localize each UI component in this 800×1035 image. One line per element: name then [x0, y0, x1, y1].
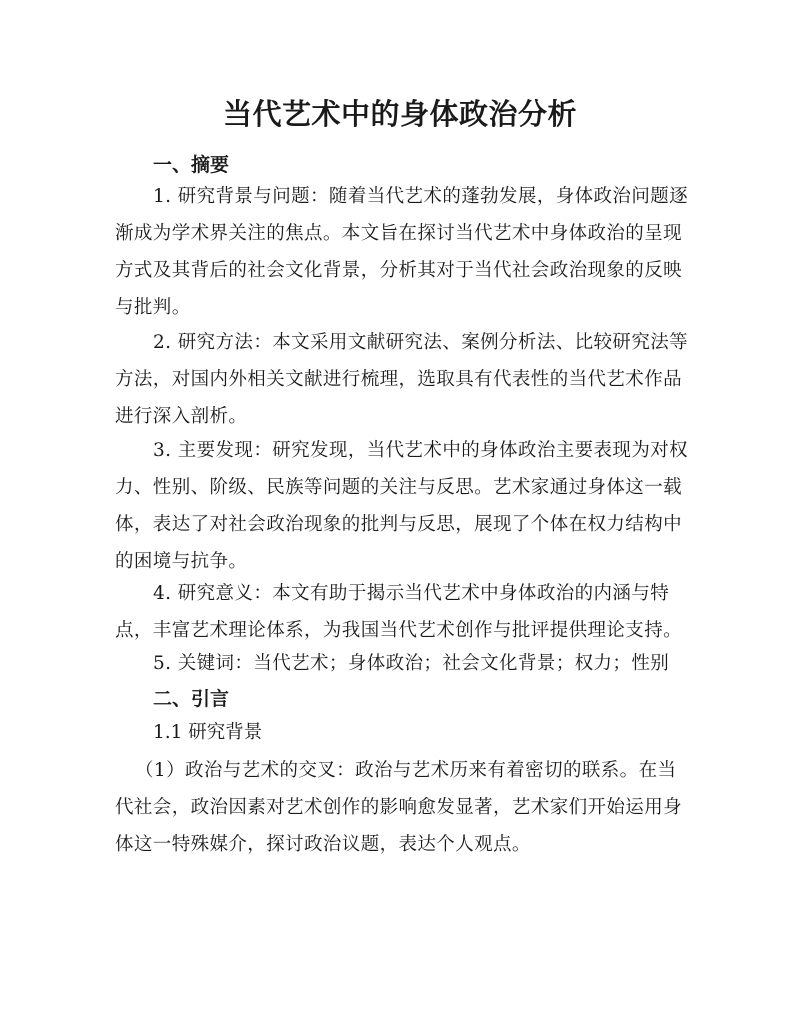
paragraph-main-findings: 3. 主要发现：研究发现，当代艺术中的身体政治主要表现为对权力、性别、阶级、民族等问题的关注与反思。艺术家通过身体这一载体，表达了对社会政治现象的批判与反思，展现了个体在权力结构中的困境与抗争。 [115, 440, 689, 572]
paragraph-research-significance: 4. 研究意义：本文有助于揭示当代艺术中身体政治的内涵与特点，丰富艺术理论体系，为我国当代艺术创作与批评提供理论支持。 [115, 583, 683, 641]
subheading-research-background: 1.1 研究背景 [153, 722, 263, 743]
section-heading-abstract: 一、摘要 [153, 154, 230, 176]
paragraph-research-methods: 2. 研究方法：本文采用文献研究法、案例分析法、比较研究法等方法，对国内外相关文献进行梳理，选取具有代表性的当代艺术作品进行深入剖析。 [115, 332, 689, 427]
paragraph-research-background: 1. 研究背景与问题：随着当代艺术的蓬勃发展，身体政治问题逐渐成为学术界关注的焦点。本文旨在探讨当代艺术中身体政治的呈现方式及其背后的社会文化背景，分析其对于当代社会政治现象的反映与批判。 [115, 186, 689, 318]
paragraph-politics-art-intersection: （1）政治与艺术的交叉：政治与艺术历来有着密切的联系。在当代社会，政治因素对艺术创作的影响愈发显著，艺术家们开始运用身体这一特殊媒介，探讨政治议题，表达个人观点。 [115, 760, 683, 855]
section-heading-introduction: 二、引言 [153, 688, 230, 710]
page-title: 当代艺术中的身体政治分析 [222, 97, 577, 131]
paragraph-keywords: 5. 关键词：当代艺术；身体政治；社会文化背景；权力；性别 [153, 653, 670, 674]
